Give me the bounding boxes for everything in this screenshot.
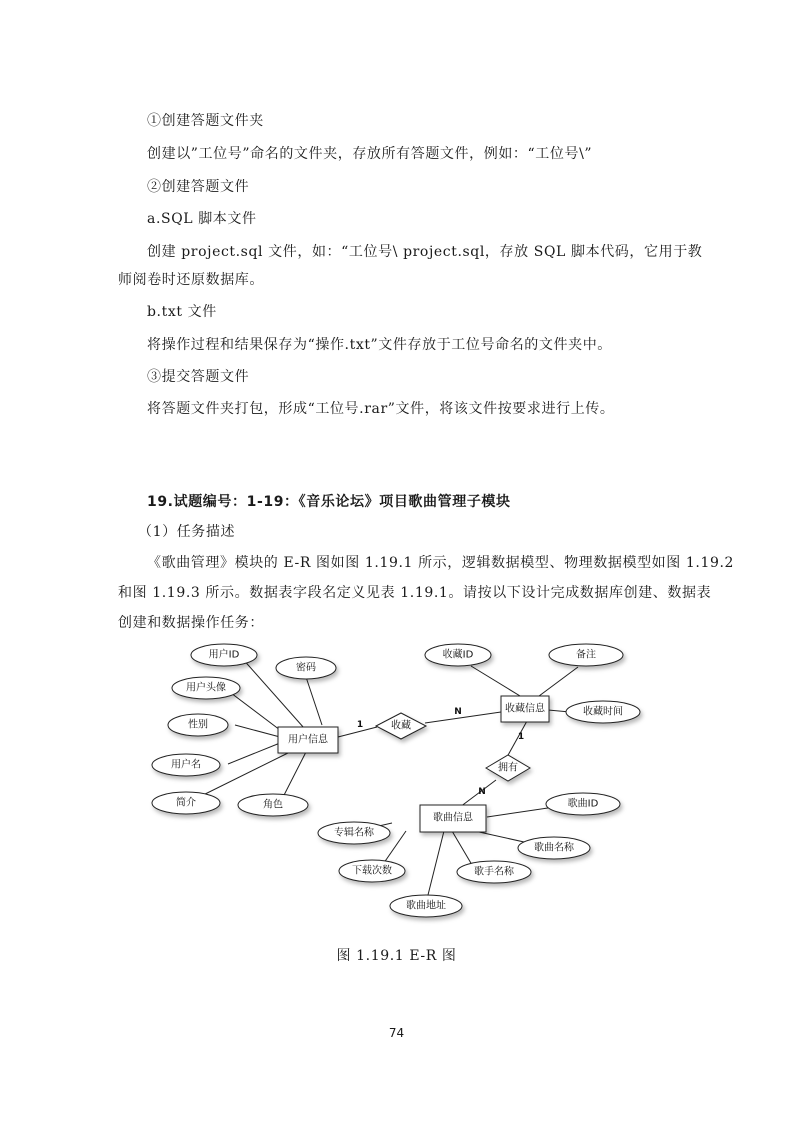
task-label: （1）任务描述 [138,524,236,540]
attr-song-url: 歌曲地址 [406,900,446,912]
text-line: ②创建答题文件 [147,179,250,195]
attr-fav-id: 收藏ID [442,649,474,661]
attr-password: 密码 [296,662,316,674]
attr-song-name: 歌曲名称 [534,842,574,854]
entity-user: 用户信息 [288,734,328,746]
text-line: ①创建答题文件夹 [147,113,264,129]
attr-intro: 简介 [176,797,196,809]
text-line: 创建 project.sql 文件，如：“工位号\ project.sql，存放 SQL 脚本代码，它用于教 [147,244,703,260]
er-diagram [140,635,660,930]
attr-album: 专辑名称 [334,827,374,839]
cardinality-label: N [478,787,486,797]
attr-singer: 歌手名称 [474,866,514,878]
figure-caption: 图 1.19.1 E-R 图 [336,948,457,964]
attr-remark: 备注 [576,649,596,661]
desc-line: 创建和数据操作任务： [118,615,264,631]
attr-song-id: 歌曲ID [567,798,599,810]
cardinality-label: 1 [517,732,525,742]
attr-fav-time: 收藏时间 [583,706,623,718]
attr-role: 角色 [263,799,283,811]
text-line: 将答题文件夹打包，形成“工位号.rar”文件，将该文件按要求进行上传。 [147,401,615,417]
page-number: 74 [388,1026,405,1040]
cardinality-label: 1 [356,720,364,730]
text-line: b.txt 文件 [147,304,217,320]
cardinality-label: N [454,707,462,717]
attr-downloads: 下载次数 [352,865,392,877]
text-line: a.SQL 脚本文件 [147,211,257,227]
relation-collect: 收藏 [391,720,411,732]
text-line: ③提交答题文件 [147,369,250,385]
entity-fav: 收藏信息 [505,703,545,715]
relation-own: 拥有 [498,762,518,774]
attr-user-id: 用户ID [208,649,240,661]
text-line: 将操作过程和结果保存为“操作.txt”文件存放于工位号命名的文件夹中。 [147,337,612,353]
desc-line: 和图 1.19.3 所示。数据表字段名定义见表 1.19.1。请按以下设计完成数据库创建、数据表 [118,585,712,601]
attr-avatar: 用户头像 [186,682,226,694]
text-line: 创建以”工位号”命名的文件夹，存放所有答题文件，例如：“工位号\” [147,146,593,162]
section-title: 19.试题编号：1-19：《音乐论坛》项目歌曲管理子模块 [147,494,511,510]
attr-username: 用户名 [171,759,201,771]
attr-gender: 性别 [188,719,208,731]
text-line: 师阅卷时还原数据库。 [118,272,264,288]
desc-line: 《歌曲管理》模块的 E-R 图如图 1.19.1 所示，逻辑数据模型、物理数据模型如图 1.19.2 [147,555,735,571]
entity-song: 歌曲信息 [433,812,473,824]
